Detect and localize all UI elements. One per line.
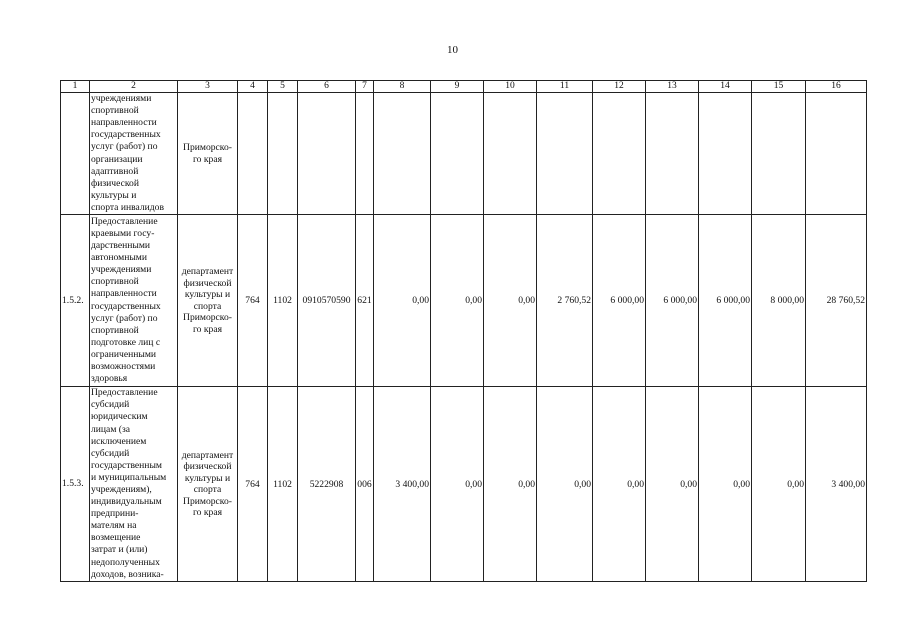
description-line: учреждениям), [91,484,152,495]
description-line: услуг (работ) по [91,141,158,153]
description-line: направленности [91,288,157,300]
description-line: адаптивной [91,165,139,177]
grbs-code [238,93,268,215]
amount-total [806,93,867,215]
section-code [268,93,298,215]
description-line: учреждениями [91,264,152,276]
description-line: спорта инвалидов [91,201,164,213]
amount-total: 3 400,00 [806,387,867,582]
amount-cell: 6 000,00 [593,215,646,387]
header-cell: 9 [431,81,484,93]
amount-cell: 0,00 [593,387,646,582]
executor-line: го края [192,507,223,518]
description-line: недополученных [91,556,160,568]
amount-cell [593,93,646,215]
amount-cell [646,93,699,215]
amount-cell: 0,00 [699,387,752,582]
amount-cell [374,93,431,215]
description-line: услуг (работ) по [91,312,158,324]
page-number: 10 [447,44,458,56]
description-line: автономными [91,252,148,264]
header-cell: 16 [806,81,867,93]
description-line: лицам (за [91,423,131,435]
table-row [61,387,867,582]
description-line: физической [91,177,139,189]
description-line: субсидий [91,447,130,459]
grbs-code: 764 [238,387,268,582]
description-line: культуры и [91,189,137,201]
header-row [61,81,867,93]
header-cell: 14 [699,81,752,93]
description-line: и муниципальным [91,471,167,483]
amount-cell [699,93,752,215]
executor-line: го края [192,153,223,165]
amount-cell: 6 000,00 [699,215,752,387]
description-line: спортивной [91,324,139,336]
item-number [61,93,90,215]
executor-line: департамент [181,266,234,277]
description-line: направленности [91,117,157,129]
grbs-code: 764 [238,215,268,387]
executor-line: Приморско- [183,312,232,323]
header-cell: 5 [268,81,298,93]
description-line: подготовке лиц с [91,336,161,348]
amount-cell: 0,00 [374,215,431,387]
amount-cell: 0,00 [537,387,593,582]
description-line: Предоставление [91,215,158,227]
expense-type: 006 [356,387,374,582]
description-line: доходов, возника- [91,568,164,580]
amount-cell: 6 000,00 [646,215,699,387]
executor-line: физической [183,277,232,289]
amount-cell [431,93,484,215]
description-line: учреждениями [91,93,152,105]
expense-type [356,93,374,215]
description-line: возмещение [91,532,141,544]
item-description [90,387,178,582]
section-code: 1102 [268,387,298,582]
executor-line: спорта [193,300,222,312]
description-line: мателям на [91,520,137,532]
target-code [298,93,356,215]
description-line: государственных [91,300,161,312]
table-row [61,93,867,215]
expense-type: 621 [356,215,374,387]
header-cell: 8 [374,81,431,93]
description-line: спортивной [91,276,139,288]
header-cell: 12 [593,81,646,93]
description-line: возможностями [91,360,156,372]
amount-cell: 0,00 [484,215,537,387]
budget-table [60,80,867,582]
description-line: затрат и (или) [91,544,148,556]
amount-cell: 2 760,52 [537,215,593,387]
description-line: государственным [91,459,162,471]
description-line: предприни- [91,508,139,520]
executor-line: спорта [193,484,222,495]
target-code: 5222908 [298,387,356,582]
item-description [90,93,178,215]
executor-line: культуры и [184,472,231,484]
header-cell: 7 [356,81,374,93]
executor [178,93,238,215]
executor-line: го края [192,323,223,335]
description-line: спортивной [91,105,139,117]
description-line: государственных [91,129,161,141]
table-row [61,215,867,387]
description-line: исключением [91,435,147,447]
item-description [90,215,178,387]
header-cell: 6 [298,81,356,93]
executor-line: Приморско- [183,142,232,153]
description-line: дарственными [91,240,151,252]
executor-line: культуры и [184,289,231,300]
header-cell: 4 [238,81,268,93]
description-line: краевыми госу- [91,227,155,239]
amount-cell: 0,00 [752,387,806,582]
header-cell: 11 [537,81,593,93]
amount-cell: 0,00 [646,387,699,582]
amount-cell: 0,00 [431,387,484,582]
amount-cell: 3 400,00 [374,387,431,582]
amount-cell: 0,00 [431,215,484,387]
amount-cell [752,93,806,215]
description-line: организации [91,153,143,165]
description-line: юридическим [91,411,148,423]
description-line: субсидий [91,399,130,411]
amount-cell: 0,00 [484,387,537,582]
executor-line: департамент [181,449,234,461]
description-line: индивидуальным [91,496,162,508]
section-code: 1102 [268,215,298,387]
item-number: 1.5.3. [61,387,90,582]
executor [178,387,238,582]
item-number: 1.5.2. [61,215,90,387]
amount-cell [537,93,593,215]
executor [178,215,238,387]
target-code: 0910570590 [298,215,356,387]
description-line: ограниченными [91,348,157,360]
header-cell: 15 [752,81,806,93]
header-cell: 1 [61,81,90,93]
header-cell: 13 [646,81,699,93]
executor-line: Приморско- [183,495,232,507]
header-cell: 10 [484,81,537,93]
amount-cell [484,93,537,215]
description-line: здоровья [91,373,128,385]
description-line: Предоставление [91,387,158,399]
header-cell: 2 [90,81,178,93]
amount-total: 28 760,52 [806,215,867,387]
executor-line: физической [183,461,232,472]
amount-cell: 8 000,00 [752,215,806,387]
header-cell: 3 [178,81,238,93]
